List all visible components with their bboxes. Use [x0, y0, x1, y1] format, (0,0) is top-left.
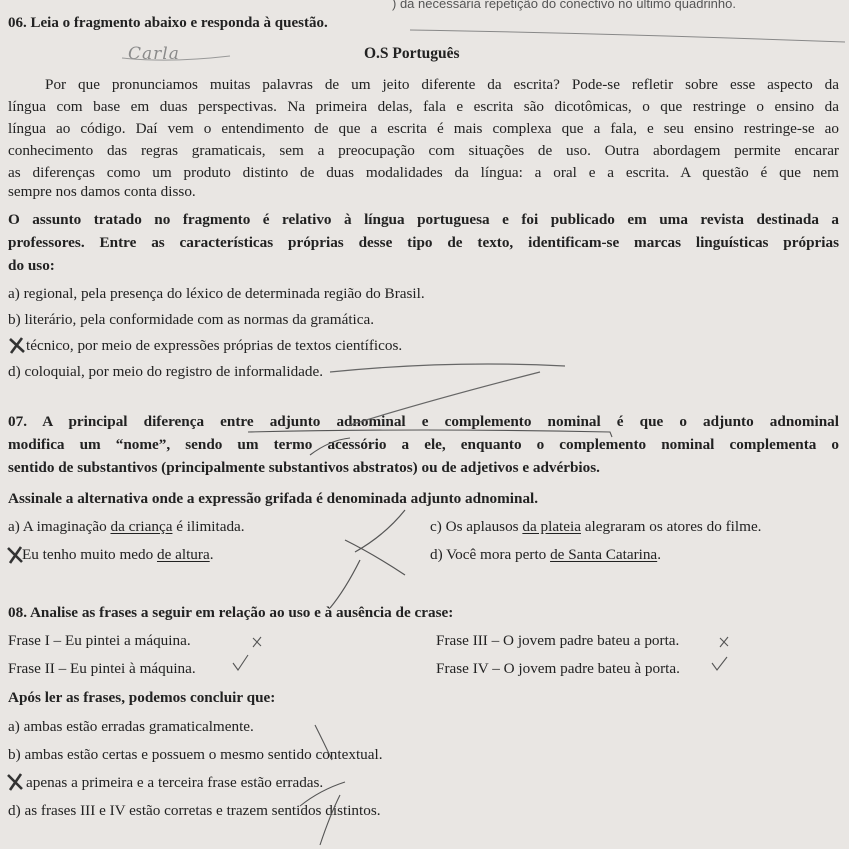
q08-frase-4: Frase IV – O jovem padre bateu à porta.	[436, 660, 680, 677]
source-title: O.S Português	[364, 45, 460, 62]
q07-option-a-text: a) A imaginação	[8, 518, 111, 535]
q07-option-a-text: é ilimitada.	[172, 518, 245, 535]
q06-paragraph-line: conhecimento das regras gramaticais, sem a preocupação com situações de uso. Outra abordagem permite encarar	[8, 142, 839, 159]
q06-paragraph-line: sempre nos damos conta disso.	[8, 183, 196, 200]
q06-option-d[interactable]: d) coloquial, por meio do registro de informalidade.	[8, 363, 324, 380]
handwritten-name: Carla	[128, 44, 180, 64]
q07-option-a[interactable]	[8, 517, 245, 536]
q08-option-b[interactable]: b) ambas estão certas e possuem o mesmo sentido contextual.	[8, 746, 383, 763]
q07-option-c-text: alegraram os atores do filme.	[580, 518, 762, 535]
q08-heading: 08. Analise as frases a seguir em relação ao uso e à ausência de crase:	[8, 604, 454, 621]
q07-intro-line: modifica um “nome”, sendo um termo acessório a ele, enquanto o complemento nominal complementa o	[8, 436, 839, 453]
q07-option-b-underlined: de altura	[156, 546, 210, 563]
q06-paragraph-line: língua com base em duas perspectivas. Na primeira delas, fala e escrita são dicotômicas, o que restringe o ensino da	[8, 98, 839, 115]
answer-mark-icon	[8, 774, 22, 790]
q07-option-d-text: .	[657, 546, 661, 563]
q07-option-b[interactable]	[22, 545, 214, 564]
q06-prompt-line: do uso:	[8, 257, 55, 274]
pencil-line	[355, 510, 405, 552]
q06-prompt-line: professores. Entre as características próprias desse tipo de texto, identificam-se marcas linguísticas próprias	[8, 234, 839, 251]
pencil-line	[330, 560, 360, 608]
q08-frase-3: Frase III – O jovem padre bateu a porta.	[436, 632, 680, 649]
q07-option-c-underlined: da plateia	[522, 518, 581, 535]
q07-option-c[interactable]	[430, 517, 761, 536]
q08-option-a[interactable]: a) ambas estão erradas gramaticalmente.	[8, 718, 254, 735]
check-mark-icon	[233, 655, 248, 670]
q06-paragraph-line: Por que pronunciamos muitas palavras de um jeito diferente da escrita? Pode-se refletir sobre esse aspecto da	[45, 76, 839, 93]
q06-option-a[interactable]: a) regional, pela presença do léxico de determinada região do Brasil.	[8, 285, 425, 302]
q07-option-d-underlined: de Santa Catarina	[550, 546, 658, 563]
q06-prompt-line: O assunto tratado no fragmento é relativo à língua portuguesa e foi publicado em uma revista destinada a	[8, 211, 839, 228]
q06-option-b[interactable]: b) literário, pela conformidade com as normas da gramática.	[8, 311, 375, 328]
q06-heading: 06. Leia o fragmento abaixo e responda à questão.	[8, 15, 328, 31]
q08-option-c[interactable]: apenas a primeira e a terceira frase estão erradas.	[26, 774, 324, 791]
q08-option-d[interactable]: d) as frases III e IV estão corretas e trazem sentidos distintos.	[8, 802, 381, 819]
previous-question-fragment: ) da necessária repetição do conectivo no último quadrinho.	[392, 0, 736, 11]
q08-frase-2: Frase II – Eu pintei à máquina.	[8, 660, 196, 677]
q07-option-d-text: d) Você mora perto	[430, 546, 551, 563]
q06-paragraph-line: língua ao código. Daí vem o entendimento de que a escrita é mais complexa que a fala, e seu ensino restringe-se ao	[8, 120, 839, 137]
cross-mark-icon	[253, 637, 261, 647]
q08-conclusion: Após ler as frases, podemos concluir que:	[8, 689, 276, 706]
q06-paragraph-line: as diferenças como um produto distinto de duas modalidades da língua: a oral e a escrita. A questão é que nem	[8, 164, 839, 181]
q07-option-b-text: .	[209, 546, 214, 563]
answer-mark-icon	[8, 547, 22, 563]
pencil-line	[345, 540, 405, 575]
q07-option-d[interactable]	[430, 545, 661, 564]
q07-intro-line: 07. A principal diferença entre adjunto adnominal e complemento nominal é que o adjunto adnominal	[8, 413, 839, 430]
q07-option-b-text: Eu tenho muito medo	[22, 546, 157, 563]
answer-mark-icon	[10, 338, 24, 353]
q07-option-c-text: c) Os aplausos	[430, 518, 523, 535]
q07-instruction: Assinale a alternativa onde a expressão grifada é denominada adjunto adnominal.	[8, 490, 539, 507]
q06-option-c[interactable]: técnico, por meio de expressões próprias de textos científicos.	[26, 337, 403, 354]
cross-mark-icon	[720, 637, 728, 647]
q07-option-a-underlined: da criança	[110, 518, 173, 535]
q08-frase-1: Frase I – Eu pintei a máquina.	[8, 632, 191, 649]
q07-intro-line: sentido de substantivos (principalmente substantivos abstratos) ou de adjetivos e advérbios.	[8, 459, 600, 476]
check-mark-icon	[712, 657, 727, 670]
